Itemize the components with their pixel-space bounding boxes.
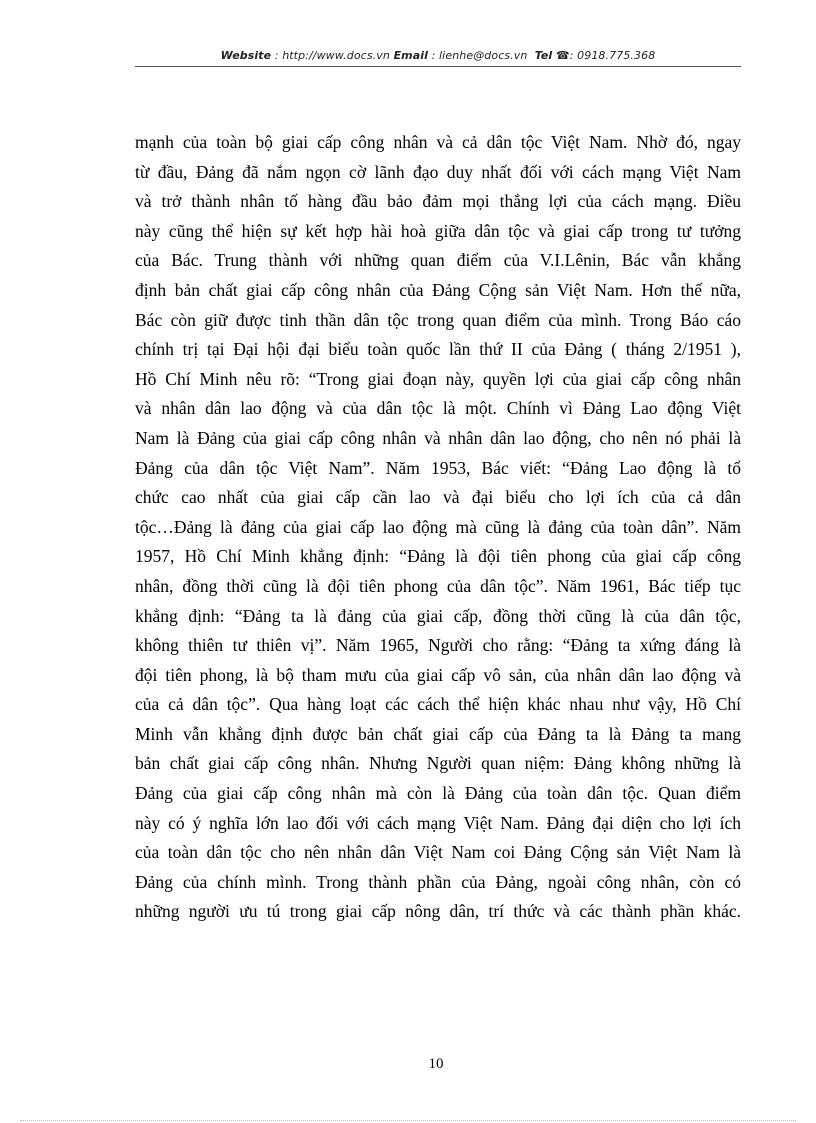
text-line: từ đầu, Đảng đã nắm ngọn cờ lãnh đạo duy nhất đối với cách mạng Việt Nam [135, 161, 741, 182]
text-line: của cả dân tộc”. Qua hàng loạt các cách thể hiện khác nhau như vậy, Hồ Chí [135, 694, 741, 715]
text-line: và nhân dân lao động và của dân tộc là một. Chính vì Đảng Lao động Việt [135, 398, 741, 419]
text-line: Hồ Chí Minh nêu rõ: “Trong giai đoạn này, quyền lợi của giai cấp công nhân [135, 368, 741, 389]
phone-icon: ☎ [555, 49, 570, 62]
text-line: bản chất giai cấp công nhân. Nhưng Người quan niệm: Đảng không những là [135, 753, 741, 774]
page-header: Website : http://www.docs.vn Email : lienhe@docs.vn Tel ☎: 0918.775.368 [220, 49, 656, 62]
text-line: 1957, Hồ Chí Minh khẳng định: “Đảng là đội tiên phong của giai cấp công [135, 546, 741, 567]
text-line: này có ý nghĩa lớn lao đối với cách mạng Việt Nam. Đảng đại diện cho lợi ích [135, 812, 741, 833]
text-line: chính trị tại Đại hội đại biểu toàn quốc lần thứ II của Đảng ( tháng 2/1951 ), [135, 339, 741, 360]
text-line: chức cao nhất của giai cấp cần lao và đại biểu cho lợi ích của cả dân [135, 487, 741, 508]
text-line: và trở thành nhân tố hàng đầu bảo đảm mọi thắng lợi của cách mạng. Điều [135, 191, 741, 212]
text-line: tộc…Đảng là đảng của giai cấp lao động mà cũng là đảng của toàn dân”. Năm [135, 516, 741, 537]
email-link[interactable]: lienhe@docs.vn [439, 49, 528, 62]
text-line: mạnh của toàn bộ giai cấp công nhân và cả dân tộc Việt Nam. Nhờ đó, ngay [135, 132, 741, 152]
body-paragraph [135, 128, 741, 927]
text-line: Đảng của giai cấp công nhân mà còn là Đảng của toàn dân tộc. Quan điểm [135, 783, 741, 804]
email-label: Email [393, 49, 429, 62]
footer-divider [20, 1120, 796, 1121]
header-divider [135, 66, 741, 67]
text-line: nhân, đồng thời cũng là đội tiên phong của dân tộc”. Năm 1961, Bác tiếp tục [135, 575, 741, 596]
tel-number: 0918.775.368 [577, 49, 656, 62]
text-line: Nam là Đảng của giai cấp công nhân và nhân dân lao động, cho nên nó phải là [135, 427, 741, 448]
website-link[interactable]: http://www.docs.vn [282, 49, 390, 62]
text-line: định bản chất giai cấp công nhân của Đảng Cộng sản Việt Nam. Hơn thế nữa, [135, 279, 741, 300]
text-line: Đảng của chính mình. Trong thành phần của Đảng, ngoài công nhân, còn có [135, 871, 741, 892]
text-line: này cũng thể hiện sự kết hợp hài hoà giữa dân tộc và giai cấp trong tư tưởng [135, 220, 741, 241]
text-line: khẳng định: “Đảng ta là đảng của giai cấp, đồng thời cũng là của dân tộc, [135, 605, 741, 626]
text-line: những người ưu tú trong giai cấp nông dân, trí thức và các thành phần khác. [135, 901, 741, 922]
text-line: không thiên tư thiên vị”. Năm 1965, Người cho rằng: “Đảng ta xứng đáng là [135, 635, 741, 656]
page-number: 10 [428, 1056, 444, 1072]
text-line: Đảng của dân tộc Việt Nam”. Năm 1953, Bác viết: “Đảng Lao động là tổ [135, 457, 741, 478]
text-line: Bác còn giữ được tinh thần dân tộc trong quan điểm của mình. Trong Báo cáo [135, 309, 741, 330]
tel-label: Tel [534, 49, 553, 62]
website-label: Website [220, 49, 272, 62]
text-line: Minh vẫn khẳng định được bản chất giai cấp của Đảng ta là Đảng ta mang [135, 723, 741, 744]
text-line: của toàn dân tộc cho nên nhân dân Việt Nam coi Đảng Cộng sản Việt Nam là [135, 842, 741, 863]
text-line: của Bác. Trung thành với những quan điểm của V.I.Lênin, Bác vẫn khẳng [135, 250, 741, 271]
text-line: đội tiên phong, là bộ tham mưu của giai cấp vô sản, của nhân dân lao động và [135, 664, 741, 685]
